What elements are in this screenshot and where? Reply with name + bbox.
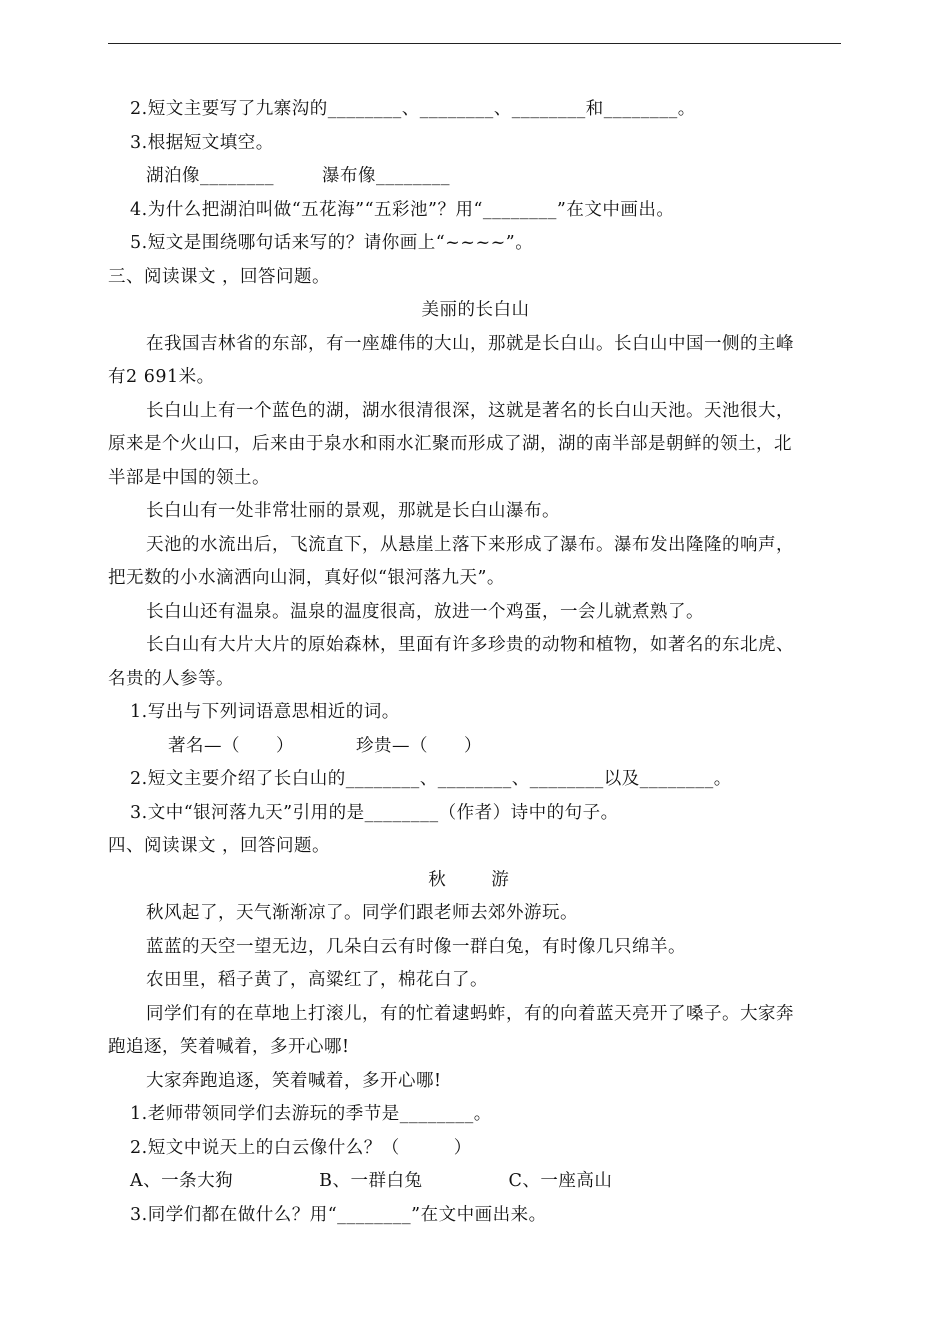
passage-title-autumn-trip: 秋 游	[428, 869, 523, 890]
passage-line: 原来是个火山口，后来由于泉水和雨水汇聚而形成了湖，湖的南半部是朝鲜的领土，北	[108, 434, 792, 454]
passage-line: 跑追逐，笑着喊着，多开心哪!	[108, 1037, 350, 1057]
passage-line: 天池的水流出后，飞流直下，从悬崖上落下来形成了瀑布。瀑布发出隆隆的响声，	[146, 534, 794, 555]
fill-row	[108, 160, 843, 194]
question-3-quote: 3.文中“银河落九天”引用的是________（作者）诗中的句子。	[130, 802, 619, 823]
section-3-heading: 三、阅读课文 ，回答问题。	[108, 266, 331, 287]
passage-line: 在我国吉林省的东部，有一座雄伟的大山，那就是长白山。长白山中国一侧的主峰	[146, 333, 794, 354]
question-2-changbaishan: 2.短文主要介绍了长白山的________、________、________以及________。	[130, 769, 732, 789]
passage-line: 同学们有的在草地上打滚儿，有的忙着逮蚂蚱，有的向着蓝天亮开了嗓子。大家奔	[146, 1003, 794, 1024]
worksheet-page	[108, 93, 843, 1232]
synonym-famous: 著名—（ ）	[168, 735, 294, 756]
fill-waterfall: 瀑布像________	[322, 166, 450, 186]
question-1-synonyms: 1.写出与下列词语意思相近的词。	[130, 702, 400, 722]
choice-row	[108, 1165, 843, 1199]
passage-line: 长白山上有一个蓝色的湖，湖水很清很深，这就是著名的长白山天池。天池很大，	[146, 400, 794, 421]
question-4-why: 4.为什么把湖泊叫做“五花海”“五彩池”？用“________”在文中画出。	[130, 199, 675, 220]
fill-lake: 湖泊像________	[146, 166, 274, 186]
header-rule	[108, 43, 841, 44]
synonym-row	[108, 730, 843, 764]
question-3-fill: 3.根据短文填空。	[130, 132, 274, 153]
question-5-sentence: 5.短文是围绕哪句话来写的？请你画上“~~~~”。	[130, 233, 534, 253]
question-2-clouds: 2.短文中说天上的白云像什么？（ ）	[130, 1137, 472, 1158]
question-2-jiuzhaigou: 2.短文主要写了九寨沟的________、________、________和________。	[130, 99, 696, 119]
passage-line: 秋风起了，天气渐渐凉了。同学们跟老师去郊外游玩。	[146, 903, 578, 923]
question-3-activities: 3.同学们都在做什么？用“________”在文中画出来。	[130, 1204, 547, 1225]
choice-c: C、一座高山	[508, 1171, 613, 1191]
passage-title-changbaishan: 美丽的长白山	[421, 300, 530, 320]
choice-a: A、一条大狗	[130, 1171, 234, 1191]
passage-line: 大家奔跑追逐，笑着喊着，多开心哪!	[146, 1070, 442, 1091]
choice-b: B、一群白兔	[319, 1171, 423, 1191]
section-4-heading: 四、阅读课文 ，回答问题。	[108, 836, 331, 856]
passage-line: 长白山有大片大片的原始森林，里面有许多珍贵的动物和植物，如著名的东北虎、	[146, 635, 794, 655]
synonym-precious: 珍贵—（ ）	[356, 735, 482, 756]
passage-line: 把无数的小水滴洒向山洞，真好似“银河落九天”。	[108, 568, 505, 588]
passage-line: 名贵的人参等。	[108, 668, 234, 689]
passage-line: 农田里，稻子黄了，高粱红了，棉花白了。	[146, 970, 488, 990]
passage-line: 有2 691米。	[108, 367, 215, 387]
passage-line: 长白山有一处非常壮丽的景观，那就是长白山瀑布。	[146, 501, 560, 521]
passage-line: 半部是中国的领土。	[108, 467, 270, 488]
question-1-season: 1.老师带领同学们去游玩的季节是________。	[130, 1104, 492, 1124]
passage-line: 长白山还有温泉。温泉的温度很高，放进一个鸡蛋，一会儿就煮熟了。	[146, 601, 704, 622]
passage-line: 蓝蓝的天空一望无边，几朵白云有时像一群白兔，有时像几只绵羊。	[146, 936, 686, 957]
